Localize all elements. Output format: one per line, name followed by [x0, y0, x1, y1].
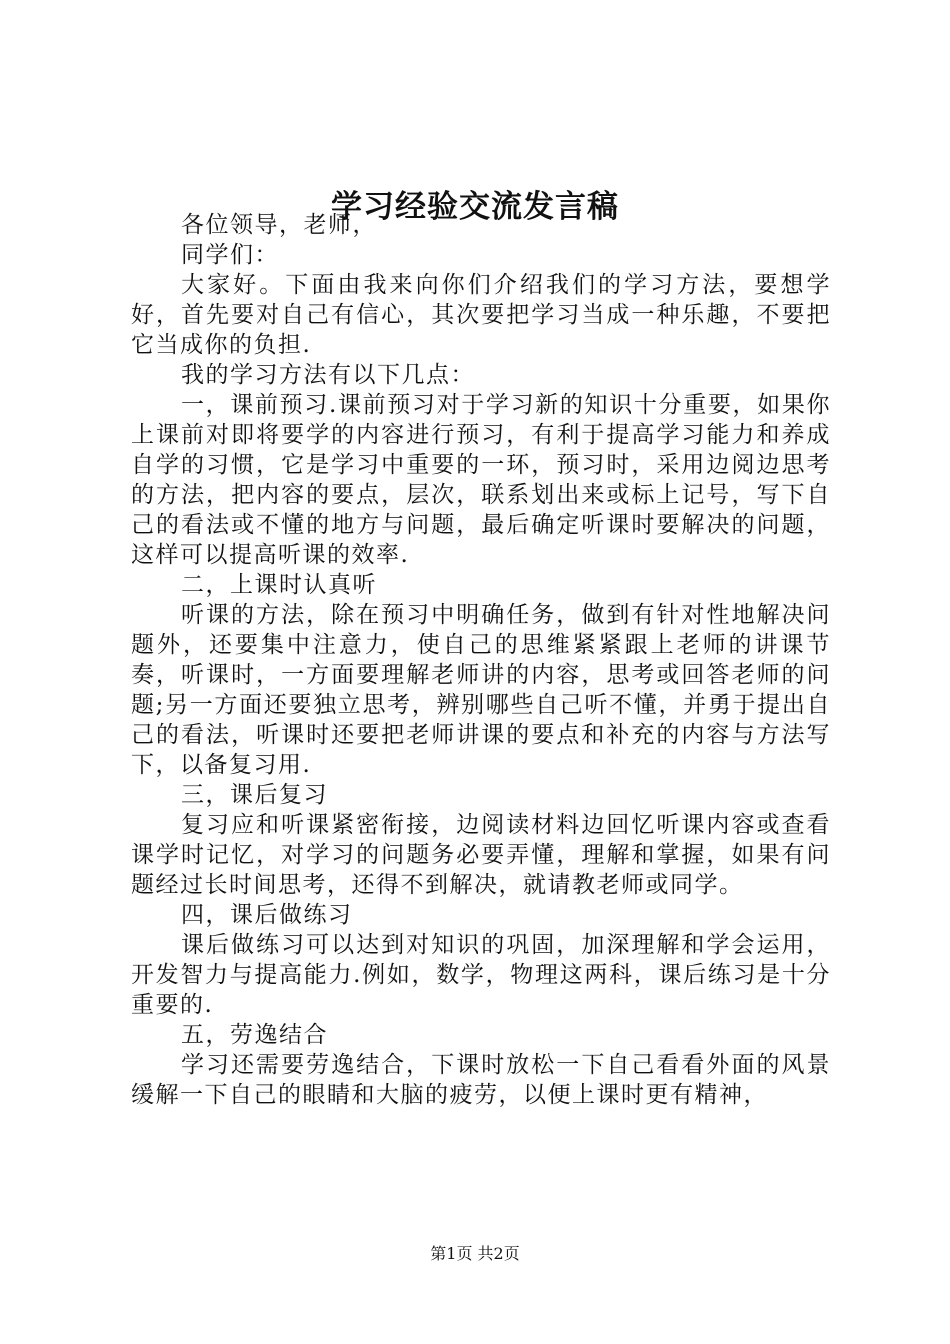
paragraph-methods-lead: 我的学习方法有以下几点：	[181, 362, 475, 388]
paragraph-greeting-leaders: 各位领导，老师，	[181, 212, 377, 238]
document-body	[131, 210, 831, 1110]
paragraph-balance: 学习还需要劳逸结合，下课时放松一下自己看看外面的风景缓解一下自己的眼睛和大脑的疲劳，以便上课时更有精神，	[131, 1052, 831, 1108]
section-heading-listen: 二，上课时认真听	[181, 572, 377, 598]
section-heading-review: 三，课后复习	[181, 782, 328, 808]
section-heading-balance: 五，劳逸结合	[181, 1022, 328, 1048]
page-number-footer: 第1页 共2页	[430, 1244, 520, 1263]
document-title: 学习经验交流发言稿	[331, 189, 619, 225]
paragraph-review: 复习应和听课紧密衔接，边阅读材料边回忆听课内容或查看课学时记忆，对学习的问题务必要弄懂，理解和掌握，如果有问题经过长时间思考，还得不到解决，就请教老师或同学。	[131, 812, 831, 898]
paragraph-greeting-students: 同学们：	[181, 242, 279, 268]
section-heading-exercise: 四，课后做练习	[181, 902, 353, 928]
paragraph-exercise: 课后做练习可以达到对知识的巩固，加深理解和学会运用，开发智力与提高能力.例如，数学，物理这两科，课后练习是十分重要的.	[131, 932, 831, 1018]
paragraph-intro: 大家好。下面由我来向你们介绍我们的学习方法，要想学好，首先要对自己有信心，其次要把学习当成一种乐趣，不要把它当成你的负担.	[131, 272, 831, 358]
paragraph-preview: 一，课前预习.课前预习对于学习新的知识十分重要，如果你上课前对即将要学的内容进行预习，有利于提高学习能力和养成自学的习惯，它是学习中重要的一环，预习时，采用边阅边思考的方法，把内容的要点，层次，联系划出来或标上记号，写下自己的看法或不懂的地方与问题，最后确定听课时要解决的问题，这样可以提高听课的效率.	[131, 392, 831, 568]
paragraph-listen: 听课的方法，除在预习中明确任务，做到有针对性地解决问题外，还要集中注意力，使自己的思维紧紧跟上老师的讲课节奏，听课时，一方面要理解老师讲的内容，思考或回答老师的问题;另一方面还要独立思考，辨别哪些自己听不懂，并勇于提出自己的看法，听课时还要把老师讲课的要点和补充的内容与方法写下，以备复习用.	[131, 602, 831, 778]
